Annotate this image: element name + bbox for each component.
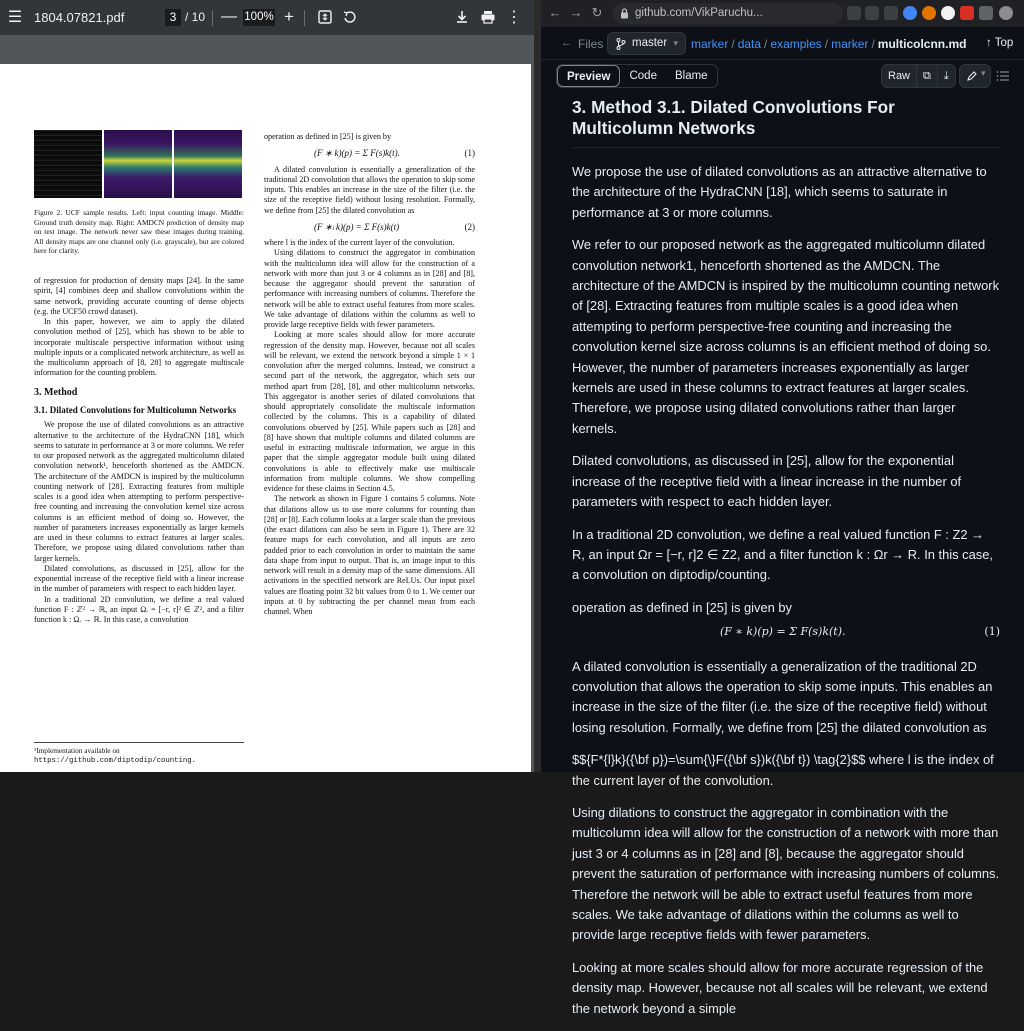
paragraph: In a traditional 2D convolution, we define a real valued function F : ℤ² → ℝ, an input Ωᵣ = [−r, r]² ∈ ℤ², and a filter function k : Ωᵣ → ℝ. In this case, a convolution bbox=[34, 594, 244, 624]
right-column bbox=[264, 132, 475, 617]
footnote-url[interactable]: https://github.com/diptodip/counting. bbox=[34, 757, 197, 765]
pdf-filename: 1804.07821.pdf bbox=[34, 10, 125, 25]
pdf-viewer bbox=[0, 0, 534, 772]
print-icon[interactable] bbox=[480, 9, 496, 25]
equation-number: (1) bbox=[984, 625, 1000, 639]
files-button[interactable]: Files bbox=[578, 37, 604, 51]
breadcrumb-link[interactable]: marker bbox=[831, 37, 869, 51]
paragraph: In a traditional 2D convolution, we define a real valued function F : Z2 → R, an input Ωr = [−r, r]2 ∈ Z2, and a filter function k : Ωr → R. In this case, a convolution on diptodip/counting. bbox=[572, 526, 993, 583]
pdf-page bbox=[0, 64, 531, 772]
paragraph: We refer to our proposed network as the aggregated multicolumn dilated convolution network1, henceforth shortened as the AMDCN. The architecture of the AMDCN is inspired by the multicolumn counting network of [28]. Extracting features from multiple scales is a good idea when attempting to perform perspective-free counting and increasing the convolution kernel size across columns is an efficient method of doing so. However, the number of parameters increases exponentially as larger kernels are used in these columns to extract features at larger scales. Therefore, we propose using dilated convolutions rather than larger kernels. bbox=[572, 237, 1000, 436]
equation-body: (F ∗ k)(p) = Σ F(s)k(t). bbox=[314, 148, 400, 159]
paragraph: A dilated convolution is essentially a generalization of the traditional 2D convolution that allows the operation to skip some inputs. This enables an increase in the size of the filter (i.e. the size of the receptive field) without losing resolution. Formally, we define from [25] the dilated convolution as bbox=[264, 164, 475, 215]
equation-body: (F ∗ k)(p) = Σ F(s)k(t). bbox=[720, 625, 846, 639]
copy-icon[interactable]: ⧉ bbox=[917, 65, 938, 87]
top-label: Top bbox=[994, 37, 1014, 49]
paragraph: The network as shown in Figure 1 contains 5 columns. Note that dilations allow us to use more columns for counting than [28] or [8]. Each column looks at a larger scale than the previous (the exact dilations can also be seen in Figure 1). There are 32 feature maps for each convolution, and all inputs are zero padded prior to each convolution in order to maintain the same data shape from input to output. That is, an image input to this network will result in a density map of the same dimensions. All activations in the specified network are ReLUs. Our input pixel values are floating point 32 bit values from 0 to 1. We center our inputs at 0 by subtracting the per channel mean from each channel. When bbox=[264, 494, 475, 616]
pencil-icon bbox=[966, 70, 978, 82]
paragraph: Using dilations to construct the aggregator in combination with the multicolumn idea will allow for the construction of a network with more than just 3 or 4 columns as in [28] and [8], because the aggregator should prevent the saturation of performance with increasing numbers of columns. Therefore the network will be able to extract useful features from more scales. We take advantage of dilations within the columns as well to provide large receptive fields with fewer parameters. bbox=[264, 248, 475, 329]
breadcrumb-link[interactable]: data bbox=[737, 37, 762, 51]
back-icon[interactable]: ← bbox=[548, 5, 562, 20]
fit-page-icon[interactable] bbox=[318, 9, 332, 25]
paragraph: where l is the index of the current layer of the convolution. bbox=[264, 238, 455, 247]
crowd-image bbox=[34, 130, 102, 198]
forward-icon[interactable]: → bbox=[569, 5, 583, 20]
figure-caption: Figure 2. UCF sample results. Left: input counting image. Middle: Ground truth density map. Right: AMDCN prediction of density map on test image. The network never saw these images during training. All density maps are one channel only (i.e. grayscale), but are colored here for clarity. bbox=[34, 208, 244, 256]
paragraph: operation as defined in [25] is given by bbox=[572, 599, 793, 615]
section-heading: 3. Method bbox=[34, 386, 78, 398]
breadcrumb-link[interactable]: marker bbox=[691, 37, 729, 51]
lock-icon bbox=[620, 8, 629, 19]
paragraph: Using dilations to construct the aggregator in combination with the multicolumn idea will allow for the construction of a network with more than just 3 or 4 columns as in [28] and [8], because the aggregator should prevent the saturation of performance with increasing numbers of columns. Therefore the network will be able to extract useful features from more scales. We take advantage of dilations within the columns as well to provide large receptive fields with fewer parameters. bbox=[572, 804, 1000, 943]
chevron-down-icon: ▾ bbox=[673, 38, 678, 48]
puzzle-icon[interactable] bbox=[979, 6, 993, 20]
current-file-name: multicolcnn.md bbox=[877, 37, 967, 51]
avatar[interactable] bbox=[999, 6, 1013, 20]
paragraph: Dilated convolutions, as discussed in [25], allow for the exponential increase of the receptive field with a linear increase in the number of parameters with respect to each hidden layer. bbox=[34, 563, 244, 594]
url-text: github.com/VikParuchu... bbox=[635, 7, 763, 19]
bookmark-star-icon[interactable] bbox=[884, 6, 898, 20]
tab-preview[interactable]: Preview bbox=[557, 65, 620, 87]
paragraph: Dilated convolutions, as discussed in [25], allow for the exponential increase of the receptive field with a linear increase in the number of parameters with respect to each hidden layer. bbox=[572, 453, 962, 510]
paragraph: operation as defined in [25] is given by bbox=[264, 132, 391, 141]
extension-icon[interactable] bbox=[941, 6, 955, 20]
download-icon[interactable] bbox=[455, 9, 469, 25]
equation-number: (1) bbox=[464, 148, 475, 159]
extension-icon[interactable] bbox=[847, 6, 861, 20]
reload-icon[interactable]: ↻ bbox=[591, 5, 603, 20]
equation-number: (2) bbox=[464, 221, 475, 232]
breadcrumb: marker / data / examples / marker / multicolcnn.md bbox=[691, 37, 967, 51]
address-bar[interactable] bbox=[613, 3, 843, 24]
ground-truth-density-map bbox=[104, 130, 172, 198]
breadcrumb-link[interactable]: examples bbox=[770, 37, 822, 51]
download-icon[interactable]: ⤓ bbox=[943, 70, 949, 82]
markdown-body bbox=[572, 97, 1000, 1031]
heading: 3. Method 3.1. Dilated Convolutions For Multicolumn Networks bbox=[572, 97, 1000, 148]
paragraph: Looking at more scales should allow for more accurate regression of the density map. However, because not all scales will be relevant, we extend the network beyond a simple bbox=[572, 959, 988, 1016]
arrow-left-icon[interactable]: ← bbox=[561, 37, 572, 49]
predicted-density-map bbox=[174, 130, 242, 198]
branch-name: master bbox=[632, 37, 668, 49]
paragraph: A dilated convolution is essentially a generalization of the traditional 2D convolution that allows the operation to skip some inputs. This enables an increase in the size of the filter (i.e. the size of the receptive field) without losing resolution. Formally, we define from [25] the dilated convolution as bbox=[572, 658, 993, 735]
raw-button[interactable]: Raw bbox=[882, 65, 917, 87]
paragraph: We propose the use of dilated convolutions as an attractive alternative to the architecture of the HydraCNN [18], which seems to saturate in performance at 3 or more columns. bbox=[572, 164, 987, 220]
zoom-in-button[interactable]: + bbox=[284, 7, 294, 26]
left-column bbox=[34, 276, 244, 625]
extension-icon[interactable] bbox=[903, 6, 917, 20]
pdf-toolbar bbox=[0, 0, 534, 35]
more-options-icon[interactable]: ⋮ bbox=[506, 9, 522, 26]
top-button[interactable]: ↑ Top bbox=[986, 37, 1014, 49]
figure bbox=[34, 130, 244, 256]
page-total: / 10 bbox=[185, 10, 206, 24]
footnote-text: ¹Implementation available on bbox=[34, 746, 120, 755]
outline-list-icon[interactable] bbox=[996, 69, 1010, 83]
extension-icon[interactable] bbox=[922, 6, 936, 20]
view-tabs bbox=[556, 64, 718, 88]
window-divider[interactable] bbox=[534, 0, 541, 772]
zoom-out-button[interactable]: — bbox=[221, 8, 237, 25]
share-icon[interactable] bbox=[865, 6, 879, 20]
subsection-heading: 3.1. Dilated Convolutions for Multicolumn Networks bbox=[34, 404, 237, 415]
paragraph: of regression for production of density maps [24]. In the same spirit, [4] combines deep and shallow convolutions within the same network, providing accurate counting of dense objects (e.g. the UCF50 crowd dataset). bbox=[34, 276, 244, 316]
raw-actions bbox=[881, 64, 956, 88]
paragraph: $${F*{l}k}({\bf p})=\sum{\}F({\bf s})k({\bf t}) \tag{2}$$ where l is the index of the current layer of the convolution. bbox=[572, 752, 994, 788]
toolbar-divider bbox=[212, 10, 213, 26]
menu-icon[interactable]: ☰ bbox=[7, 9, 23, 26]
equation bbox=[264, 222, 475, 232]
file-view-toolbar bbox=[556, 64, 1014, 88]
rotate-icon[interactable] bbox=[342, 9, 356, 25]
branch-selector[interactable] bbox=[607, 32, 686, 55]
equation bbox=[264, 148, 475, 158]
tab-code[interactable]: Code bbox=[629, 70, 657, 82]
edit-button[interactable] bbox=[959, 64, 991, 88]
equation-body: (F ∗ₗ k)(p) = Σ F(s)k(t) bbox=[314, 221, 400, 232]
paragraph: We propose the use of dilated convolutions as an attractive alternative to the architecture of the HydraCNN [18], which seems to saturate in performance at 3 or more columns. We refer to our proposed network as the aggregated multicolumn dilated convolution network¹, henceforth shortened as the AMDCN. The architecture of the AMDCN is inspired by the multicolumn counting network of [28]. Extracting features from multiple scales is a good idea when attempting to perform perspective-free counting and increasing the convolution kernel size across columns is an efficient method of doing so. However, the number of parameters increases exponentially as larger kernels are used in these columns to extract features at larger scales. Therefore, we propose using dilated convolutions rather than larger kernels. bbox=[34, 420, 244, 563]
browser-window bbox=[541, 0, 1024, 1016]
toolbar-divider bbox=[304, 10, 305, 26]
paragraph: Looking at more scales should allow for more accurate regression of the density map. However, because not all scales will be relevant, we extend the network beyond a simple 1 × 1 convolution after the merged columns. Instead, we construct a second part of the network, the aggregator, which sets our method apart from [28], [8], and other multicolumn networks. This aggregator is another series of dilated convolutions that should appropriately consolidate the multiscale information collected by the columns. This is a capability of dilated convolutions observed by [25]. While papers such as [28] and [8] have shown that multiple columns and dilated columns are useful in extracting multiscale information, we argue in this paper that the simple aggregator module built using dilated convolutions is able to effectively make use multiscale information from multiple columns. We show compelling evidence for these claims in Section 4.5. bbox=[264, 330, 475, 493]
page-number-input[interactable]: 3 bbox=[165, 9, 181, 26]
file-navigation-bar bbox=[541, 28, 1024, 60]
zoom-input[interactable]: 100% bbox=[243, 9, 275, 26]
footnote bbox=[34, 742, 244, 766]
equation bbox=[572, 622, 1000, 642]
chevron-down-icon: ▾ bbox=[981, 68, 986, 78]
git-branch-icon bbox=[616, 38, 626, 50]
browser-toolbar bbox=[541, 0, 1024, 27]
tab-blame[interactable]: Blame bbox=[674, 70, 708, 82]
paragraph: In this paper, however, we aim to apply the dilated convolution method of [25], which has shown to be able to incorporate multiscale perspective information without using multiple inputs or a complicated network architecture, as well as the multicolumn approach of [8, 28] to aggregate multiscale information for the counting problem. bbox=[34, 317, 244, 378]
extension-icon[interactable] bbox=[960, 6, 974, 20]
